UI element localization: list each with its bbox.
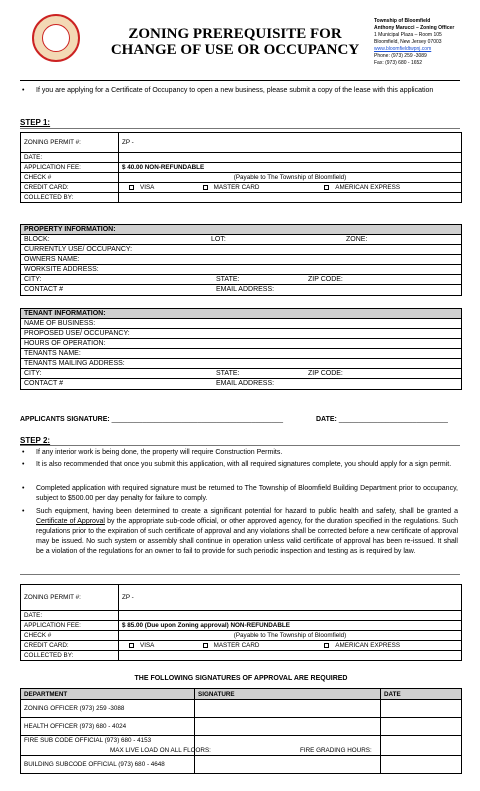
org-name: Township of Bloomfield <box>374 18 431 24</box>
permit-label: ZONING PERMIT #: <box>21 133 119 153</box>
owners-label: OWNERS NAME: <box>24 256 80 263</box>
property-header: PROPERTY INFORMATION: <box>21 225 461 235</box>
mastercard-option-2[interactable]: MASTER CARD <box>183 641 315 651</box>
step1-divider <box>20 128 460 129</box>
date-fire[interactable] <box>381 736 462 756</box>
tenant-info-box <box>20 308 462 390</box>
dept-zoning: ZONING OFFICER (973) 259 -3088 <box>21 700 195 718</box>
visa-option-2[interactable]: VISA <box>119 641 183 651</box>
contact-label: CONTACT # <box>24 286 64 293</box>
step2-label: STEP 2: <box>20 436 51 445</box>
tenant-mailing-label: TENANTS MAILING ADDRESS: <box>24 360 125 367</box>
step2-fee-table <box>20 584 462 661</box>
amex-option[interactable]: AMERICAN EXPRESS <box>314 183 461 193</box>
date-label-2: DATE: <box>21 611 119 621</box>
email-label: EMAIL ADDRESS: <box>216 286 275 293</box>
date-label: DATE: <box>21 153 119 163</box>
intro-text: If you are applying for a Certificate of Occupancy to open a new business, please submit a copy of the lease with this application <box>36 87 434 94</box>
collected-input-2[interactable] <box>119 651 462 661</box>
fee-label-2: APPLICATION FEE: <box>21 621 119 631</box>
sig-health[interactable] <box>195 718 381 736</box>
state-label: STATE: <box>216 276 240 283</box>
business-label: NAME OF BUSINESS: <box>24 320 96 327</box>
date-input-2[interactable] <box>119 611 462 621</box>
officer-name: Anthony Marucci – Zoning Officer <box>374 25 455 31</box>
page-title <box>100 26 370 58</box>
current-use-label: CURRENTLY USE/ OCCUPANCY: <box>24 246 133 253</box>
step2-bullet-2: • It is also recommended that once you submit this application, with all required signatures complete, you should apply for a sign permit. <box>22 461 452 468</box>
title-line-1: ZONING PREREQUISITE FOR <box>128 26 342 42</box>
tenant-header: TENANT INFORMATION: <box>21 309 461 319</box>
permit-label-2: ZONING PERMIT #: <box>21 585 119 611</box>
applicant-signature[interactable]: APPLICANTS SIGNATURE: ____________________________________________ <box>20 416 283 423</box>
tenant-contact-label: CONTACT # <box>24 380 64 387</box>
intro-bullet: • If you are applying for a Certificate of Occupancy to open a new business, please submit a copy of the lease with this application <box>22 86 462 96</box>
fee-value-2: $ 85.00 (Due upon Zoning approval) NON-REFUNDABLE <box>119 621 462 631</box>
col-signature: SIGNATURE <box>195 689 381 700</box>
township-seal <box>32 14 80 62</box>
step1-label: STEP 1: <box>20 118 51 127</box>
collected-label: COLLECTED BY: <box>21 193 119 203</box>
visa-option[interactable]: VISA <box>119 183 183 193</box>
cc-label-2: CREDIT CARD: <box>21 641 119 651</box>
step1-fee-table <box>20 132 462 203</box>
header-divider <box>20 80 460 81</box>
lot-label: LOT: <box>211 236 226 243</box>
zip-label: ZIP CODE: <box>308 276 343 283</box>
tenant-name-label: TENANTS NAME: <box>24 350 81 357</box>
collected-label-2: COLLECTED BY: <box>21 651 119 661</box>
address-line-2: Bloomfield, New Jersey 07003 <box>374 39 442 45</box>
dept-building: BUILDING SUBCODE OFFICIAL (973) 680 - 4648 <box>21 756 195 774</box>
dept-fire: FIRE SUB CODE OFFICIAL (973) 680 - 4153 <box>21 736 195 746</box>
step2-bullet-1: • If any interior work is being done, the property will require Construction Permits. <box>22 449 283 456</box>
approvals-title: THE FOLLOWING SIGNATURES OF APPROVAL ARE REQUIRED <box>134 675 348 682</box>
permit-input-2[interactable]: ZP - <box>119 585 462 611</box>
property-info-box <box>20 224 462 296</box>
contact-block <box>374 18 454 67</box>
hours-label: HOURS OF OPERATION: <box>24 340 106 347</box>
block-label: BLOCK: <box>24 236 50 243</box>
date-input[interactable] <box>119 153 462 163</box>
max-live-load: MAX LIVE LOAD ON ALL FLOORS: <box>110 747 211 754</box>
certificate-link: Certificate of Approval <box>36 518 105 525</box>
col-department: DEPARTMENT <box>21 689 195 700</box>
title-line-2: CHANGE OF USE OR OCCUPANCY <box>110 42 360 58</box>
tenant-email-label: EMAIL ADDRESS: <box>216 380 275 387</box>
tenant-zip-label: ZIP CODE: <box>308 370 343 377</box>
city-label: CITY: <box>24 276 42 283</box>
tenant-city-label: CITY: <box>24 370 42 377</box>
phone-number: Phone: (973) 259 -3089 <box>374 53 427 59</box>
step2-bullet-4: • Such equipment, having been determined to create a significant potential for hazard to public health and safety, shall be granted a Certificate of Approval by the appropriate sub-code official, or other approved agency, for the duration specified in the regulations. Such regulations prior to the expiration of such certificate of approval and any violations shall be corrected before a new certificate of approval may be issued. No such system or assembly shall continue in operation unless valid certificate of approval has been re-issued. It shall be a violation of the regulations for an owner to fail to provide for such periodic inspection and testing as is required by law. <box>22 508 459 555</box>
date-health[interactable] <box>381 718 462 736</box>
fee-value: $ 40.00 NON-REFUNDABLE <box>119 163 462 173</box>
permit-input[interactable]: ZP - <box>119 133 462 153</box>
dept-health: HEALTH OFFICER (973) 680 - 4024 <box>21 718 195 736</box>
step2-divider <box>20 445 460 446</box>
amex-option-2[interactable]: AMERICAN EXPRESS <box>314 641 461 651</box>
col-date: DATE <box>381 689 462 700</box>
step2-end-divider <box>20 574 460 575</box>
step2-bullet-3: • Completed application with required signature must be returned to The Township of Bloomfield Building Department prior to occupancy, subject to $500.00 per day penalty for failure to comply. <box>22 485 458 502</box>
check-payable: (Payable to The Township of Bloomfield) <box>119 173 462 183</box>
worksite-label: WORKSITE ADDRESS: <box>24 266 99 273</box>
cc-label: CREDIT CARD: <box>21 183 119 193</box>
approvals-table <box>20 688 462 774</box>
fee-label: APPLICATION FEE: <box>21 163 119 173</box>
sig-building[interactable] <box>195 756 381 774</box>
fax-number: Fax: (973) 680 - 1652 <box>374 60 423 66</box>
tenant-state-label: STATE: <box>216 370 240 377</box>
check-label-2: CHECK # <box>21 631 119 641</box>
collected-input[interactable] <box>119 193 462 203</box>
fire-grading-hours: FIRE GRADING HOURS: <box>300 747 372 754</box>
check-payable-2: (Payable to The Township of Bloomfield) <box>119 631 462 641</box>
proposed-use-label: PROPOSED USE/ OCCUPANCY: <box>24 330 130 337</box>
check-label: CHECK # <box>21 173 119 183</box>
website-link[interactable]: www.bloomfieldtwpnj.com <box>374 46 432 52</box>
address-line-1: 1 Municipal Plaza – Room 105 <box>374 32 442 38</box>
zone-label: ZONE: <box>346 236 368 243</box>
mastercard-option[interactable]: MASTER CARD <box>183 183 315 193</box>
sig-zoning[interactable] <box>195 700 381 718</box>
applicant-date[interactable]: DATE: ____________________________ <box>316 416 448 423</box>
date-zoning[interactable] <box>381 700 462 718</box>
date-building[interactable] <box>381 756 462 774</box>
